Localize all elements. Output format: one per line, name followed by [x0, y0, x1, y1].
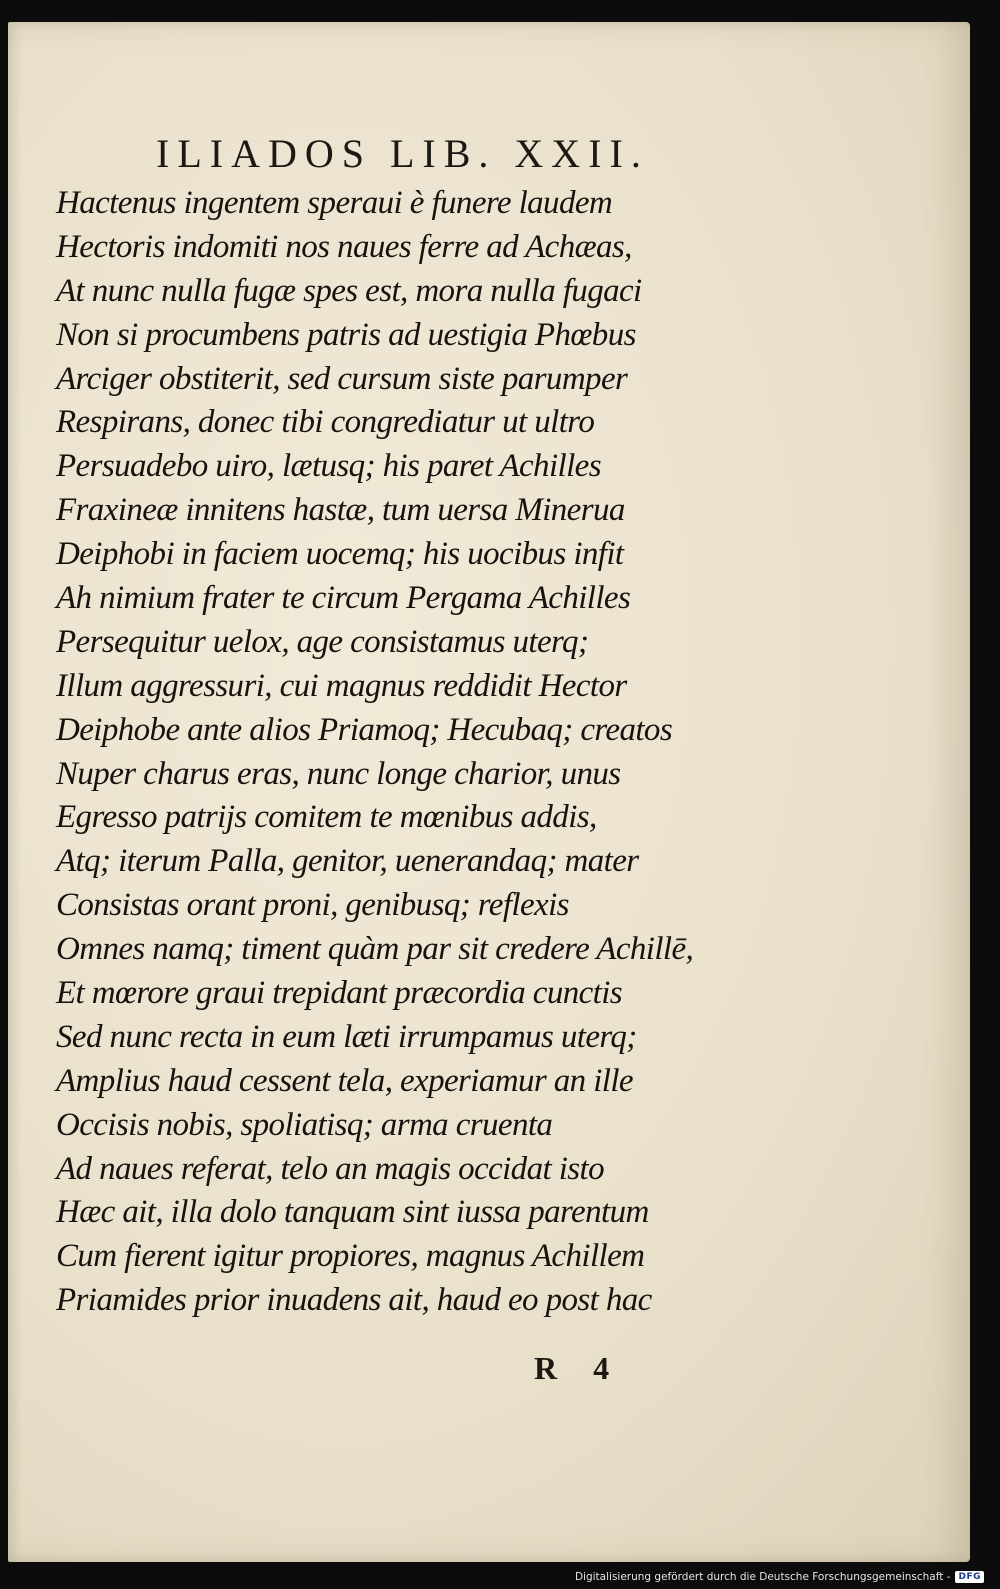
verse-line: Respirans, donec tibi congrediatur ut ultro — [56, 404, 595, 441]
running-header: ILIADOS LIB. XXII. — [156, 131, 649, 176]
verse-line: Priamides prior inuadens ait, haud eo post hac — [56, 1282, 652, 1319]
verse-line: Fraxineæ innitens hastæ, tum uersa Minerua — [56, 492, 625, 529]
digitization-footer — [575, 1568, 984, 1586]
verse-line: Persequitur uelox, age consistamus uterq; — [56, 623, 589, 660]
verse-line: Illum aggressuri, cui magnus reddidit Hector — [56, 667, 627, 704]
verse-line: At nunc nulla fugæ spes est, mora nulla fugaci — [56, 272, 642, 309]
verse-list — [56, 182, 693, 1323]
verse-line: Egresso patrijs comitem te mœnibus addis, — [56, 799, 597, 836]
verse-line: Deiphobi in faciem uocemq; his uocibus infit — [56, 536, 624, 573]
verse-line: Deiphobe ante alios Priamoq; Hecubaq; creatos — [56, 711, 673, 748]
verse-line: Consistas orant proni, genibusq; reflexis — [56, 887, 569, 924]
verse-line: Occisis nobis, spoliatisq; arma cruenta — [56, 1106, 553, 1143]
verse-line: Amplius haud cessent tela, experiamur an ille — [56, 1062, 633, 1099]
verse-line: Sed nunc recta in eum læti irrumpamus uterq; — [56, 1018, 637, 1055]
verse-line: Persuadebo uiro, lætusq; his paret Achilles — [56, 448, 601, 485]
verse-line: Hactenus ingentem speraui è funere laudem — [56, 185, 613, 221]
signature-mark: R 4 — [534, 1350, 624, 1386]
verse-line: Hectoris indomiti nos naues ferre ad Achæas, — [56, 228, 632, 265]
verse-line: Non si procumbens patris ad uestigia Phœbus — [56, 316, 636, 353]
book-page — [8, 22, 970, 1562]
verse-line: Nuper charus eras, nunc longe charior, unus — [56, 755, 621, 792]
verse-line: Et mœrore graui trepidant præcordia cunctis — [56, 975, 623, 1012]
verse-line: Hæc ait, illa dolo tanquam sint iussa parentum — [56, 1194, 649, 1231]
dfg-logo-icon: DFG — [955, 1571, 984, 1583]
verse-line: Cum fierent igitur propiores, magnus Achillem — [56, 1238, 645, 1275]
verse-line: Atq; iterum Palla, genitor, uenerandaq; mater — [56, 843, 639, 880]
funding-credit: Digitalisierung gefördert durch die Deutsche Forschungsgemeinschaft - — [574, 1571, 951, 1583]
verse-line: Arciger obstiterit, sed cursum siste parumper — [56, 360, 628, 397]
verse-line: Ah nimium frater te circum Pergama Achilles — [56, 580, 631, 617]
verse-line: Ad naues referat, telo an magis occidat isto — [56, 1150, 604, 1187]
verse-line: Omnes namq; timent quàm par sit credere Achillē, — [56, 931, 694, 968]
